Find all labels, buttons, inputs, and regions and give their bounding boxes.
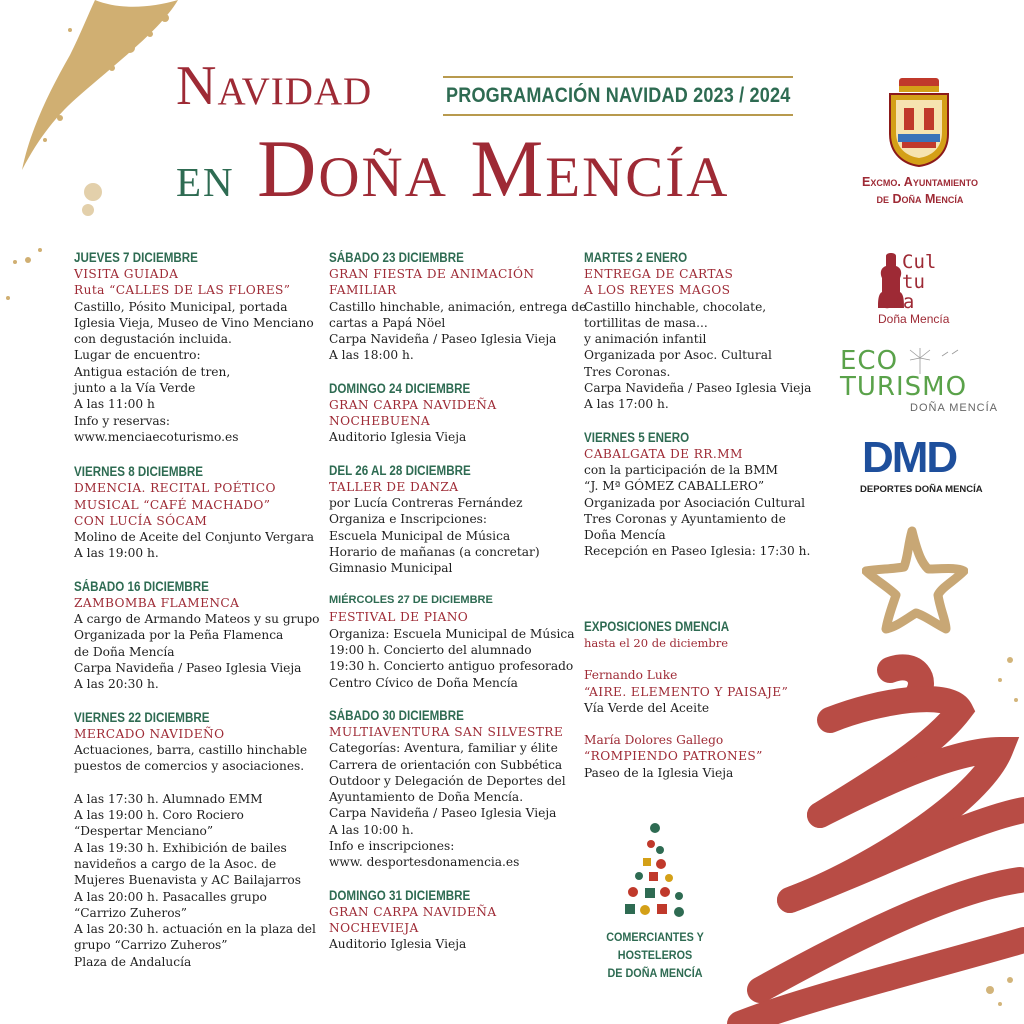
event-detail: Plaza de Andalucía [74, 954, 192, 969]
event-detail: Horario de mañanas (a concretar) [329, 544, 540, 559]
cultura-word-2: tu [902, 271, 925, 293]
event-block [329, 592, 575, 690]
event-detail: Escuela Municipal de Música [329, 528, 511, 543]
dmd-label: DEPORTES DOÑA MENCÍA [860, 484, 983, 495]
event-detail: Carrera de orientación con Subbética [329, 757, 563, 772]
expo-place: Vía Verde del Aceite [584, 700, 710, 715]
event-title: CON LUCÍA SÓCAM [74, 513, 208, 528]
event-detail: Molino de Aceite del Conjunto Vergara [74, 530, 315, 545]
event-detail: Castillo, Pósito Municipal, portada [74, 299, 288, 314]
title-en: en [176, 144, 235, 209]
event-block [74, 249, 314, 445]
event-date: DOMINGO 24 DICIEMBRE [329, 380, 471, 396]
event-detail: Info e inscripciones: [329, 839, 455, 854]
event-detail: A las 17:00 h. [584, 397, 669, 412]
event-detail: Info y reservas: [74, 413, 170, 428]
event-title: FESTIVAL DE PIANO [329, 610, 469, 625]
event-title: CABALGATA DE RR.MM [584, 446, 743, 461]
expo-work: “ROMPIENDO PATRONES” [584, 749, 763, 764]
comerciantes-label [583, 928, 727, 982]
event-date: DEL 26 AL 28 DICIEMBRE [329, 462, 471, 478]
event-title: MULTIAVENTURA SAN SILVESTRE [329, 724, 564, 739]
eco-place: DOÑA MENCÍA [910, 402, 999, 414]
event-detail: Tres Coronas. [584, 364, 671, 379]
dmd-initials [862, 433, 957, 482]
event-detail: Organiza e Inscripciones: [329, 512, 488, 527]
event-detail: 19:30 h. Concierto antiguo profesorado [329, 659, 574, 674]
event-detail: Castillo hinchable, chocolate, [584, 299, 767, 314]
event-block [329, 887, 569, 953]
title-town: Doña Mencía [257, 123, 730, 214]
event-detail: Iglesia Vieja, Museo de Vino Menciano [74, 315, 314, 330]
event-date: DOMINGO 31 DICIEMBRE [329, 887, 471, 903]
ecoturismo-logo [840, 346, 1010, 416]
cultura-logo [872, 250, 972, 330]
event-title: DMENCIA. RECITAL POÉTICO [74, 481, 276, 496]
expo-artist: María Dolores Gallego [584, 733, 724, 748]
event-date: VIERNES 5 ENERO [584, 429, 690, 445]
event-title: GRAN CARPA NAVIDEÑA [329, 397, 497, 412]
event-detail: A las 10:00 h. [329, 822, 414, 837]
event-date: MARTES 2 ENERO [584, 250, 688, 265]
event-detail: Auditorio Iglesia Vieja [329, 430, 467, 445]
event-detail: “Despertar Menciano” [74, 824, 214, 839]
event-detail: por Lucía Contreras Fernández [329, 495, 523, 510]
column-3 [584, 249, 814, 576]
exposiciones-subheading: hasta el 20 de diciembre [584, 636, 729, 650]
comerciantes-line2: DE DOÑA MENCÍA [607, 966, 703, 980]
event-title: MUSICAL “CAFÉ MACHADO” [74, 497, 271, 512]
event-detail: y animación infantil [584, 332, 707, 347]
event-date: MIÉRCOLES 27 DE DICIEMBRE [329, 594, 493, 607]
event-detail: navideños a cargo de la Asoc. de [74, 856, 277, 871]
column-1 [74, 249, 320, 986]
event-title: NOCHEBUENA [329, 414, 431, 429]
event-detail: Castillo hinchable, animación, entrega de [329, 299, 587, 314]
event-detail: A cargo de Armando Mateos y su grupo [74, 612, 320, 627]
event-date: VIERNES 22 DICIEMBRE [74, 709, 210, 725]
event-title: FAMILIAR [329, 283, 397, 298]
event-block [329, 249, 587, 364]
event-detail: “Carrizo Zuheros” [74, 905, 188, 920]
event-block [329, 380, 569, 446]
event-detail: Ayuntamiento de Doña Mencía. [329, 790, 524, 805]
event-title: A LOS REYES MAGOS [584, 283, 731, 298]
event-title: Ruta “CALLES DE LAS FLORES” [74, 283, 291, 298]
event-detail: A las 20:30 h. [74, 677, 159, 692]
cultura-word-3: Cra [880, 291, 915, 313]
star-icon [862, 525, 968, 635]
event-title: ZAMBOMBA FLAMENCA [74, 595, 240, 610]
title-dona-mencia [176, 123, 730, 214]
cultura-place: Doña Mencía [878, 312, 950, 326]
event-block [329, 462, 569, 577]
program-label: PROGRAMACIÓN NAVIDAD 2023 / 2024 [445, 84, 791, 107]
event-title: GRAN FIESTA DE ANIMACIÓN [329, 267, 535, 281]
event-date: VIERNES 8 DICIEMBRE [74, 464, 204, 480]
program-banner [443, 76, 793, 116]
event-detail: Organizada por la Peña Flamenca [74, 628, 284, 643]
event-detail: Tres Coronas y Ayuntamiento de [584, 511, 786, 526]
event-detail: A las 11:00 h [74, 397, 155, 412]
ornament-tree-icon [615, 820, 695, 924]
event-block [74, 463, 315, 561]
event-detail: puestos de comercios y asociaciones. [74, 759, 305, 774]
event-detail: A las 19:30 h. Exhibición de bailes [74, 840, 287, 855]
event-detail: con degustación incluida. [74, 332, 232, 347]
event-block [584, 249, 814, 413]
event-title: MERCADO NAVIDEÑO [74, 726, 225, 741]
ayuntamiento-line1: Excmo. Ayuntamiento [861, 175, 978, 189]
turismo-word: TURISMO [840, 372, 968, 402]
event-detail: Carpa Navideña / Paseo Iglesia Vieja [329, 806, 557, 821]
event-detail: A las 19:00 h. [74, 546, 159, 561]
deportes-logo [860, 433, 983, 496]
expo-work: “AIRE. ELEMENTO Y PAISAJE” [584, 684, 789, 699]
expo-place: Paseo de la Iglesia Vieja [584, 765, 734, 780]
event-title: NOCHEVIEJA [329, 920, 419, 935]
exposiciones-heading: EXPOSICIONES DMENCIA [584, 619, 730, 634]
event-date: SÁBADO 16 DICIEMBRE [74, 578, 209, 594]
event-date: SÁBADO 30 DICIEMBRE [329, 707, 464, 723]
eco-word: ECO [840, 346, 899, 376]
event-detail: A las 17:30 h. Alumnado EMM [74, 791, 263, 806]
event-detail: de Doña Mencía [74, 644, 175, 659]
spacer [74, 774, 309, 790]
event-title: ENTREGA DE CARTAS [584, 267, 734, 281]
title-navidad: Navidad [176, 55, 373, 117]
event-detail: Carpa Navideña / Paseo Iglesia Vieja [74, 660, 302, 675]
expo-artist: Fernando Luke [584, 668, 678, 683]
event-detail: A las 20:30 h. actuación en la plaza del [74, 922, 316, 937]
event-detail: A las 18:00 h. [329, 348, 414, 363]
event-detail: www. desportesdonamencia.es [329, 855, 520, 870]
column-2 [329, 249, 587, 969]
event-detail: Mujeres Buenavista y AC Bailajarros [74, 873, 302, 888]
event-detail: 19:00 h. Concierto del alumnado [329, 643, 532, 658]
event-detail: Gimnasio Municipal [329, 561, 453, 576]
event-detail: Carpa Navideña / Paseo Iglesia Vieja [329, 332, 557, 347]
ayuntamiento-label [832, 174, 1008, 208]
event-date: SÁBADO 23 DICIEMBRE [329, 250, 464, 265]
ayuntamiento-crest-icon [884, 76, 954, 168]
event-detail: Organiza: Escuela Municipal de Música [329, 626, 575, 641]
event-detail: Antigua estación de tren, [74, 364, 231, 379]
ayuntamiento-line2: de Doña Mencía [876, 192, 964, 206]
event-detail: con la participación de la BMM [584, 462, 779, 477]
ribbon-tree-decoration [700, 640, 1024, 1024]
event-block [584, 429, 814, 560]
event-detail: Categorías: Aventura, familiar y élite [329, 741, 558, 756]
event-detail: Actuaciones, barra, castillo hinchable [74, 742, 308, 757]
event-detail: cartas a Papá Nöel [329, 315, 446, 330]
event-detail: Outdoor y Delegación de Deportes del [329, 773, 566, 788]
event-detail: Recepción en Paseo Iglesia: 17:30 h. [584, 544, 811, 559]
event-detail: “J. Mª GÓMEZ CABALLERO” [584, 479, 765, 494]
event-detail: junto a la Vía Verde [74, 381, 196, 396]
dmd-letters: DMD [862, 433, 957, 482]
event-date: JUEVES 7 DICIEMBRE [74, 250, 198, 265]
event-title: TALLER DE DANZA [329, 479, 459, 494]
event-block [74, 578, 320, 693]
event-detail: www.menciaecoturismo.es [74, 429, 239, 444]
event-detail: tortillitas de masa... [584, 315, 708, 330]
event-detail: Centro Cívico de Doña Mencía [329, 675, 518, 690]
event-detail: Carpa Navideña / Paseo Iglesia Vieja [584, 381, 812, 396]
event-detail: Organizada por Asociación Cultural [584, 495, 806, 510]
event-title: GRAN CARPA NAVIDEÑA [329, 904, 497, 919]
event-detail: Lugar de encuentro: [74, 348, 201, 363]
event-block [329, 707, 569, 871]
event-block [74, 709, 316, 970]
event-detail: A las 19:00 h. Coro Rociero [74, 808, 244, 823]
event-detail: Organizada por Asoc. Cultural [584, 348, 772, 363]
event-detail: A las 20:00 h. Pasacalles grupo [74, 889, 267, 904]
cultura-word-1: Cul [902, 251, 937, 273]
event-title: VISITA GUIADA [74, 267, 179, 281]
event-detail: Auditorio Iglesia Vieja [329, 937, 467, 952]
comerciantes-line1: COMERCIANTES Y HOSTELEROS [606, 930, 704, 962]
event-detail: grupo “Carrizo Zuheros” [74, 938, 228, 953]
event-detail: Doña Mencía [584, 528, 666, 543]
